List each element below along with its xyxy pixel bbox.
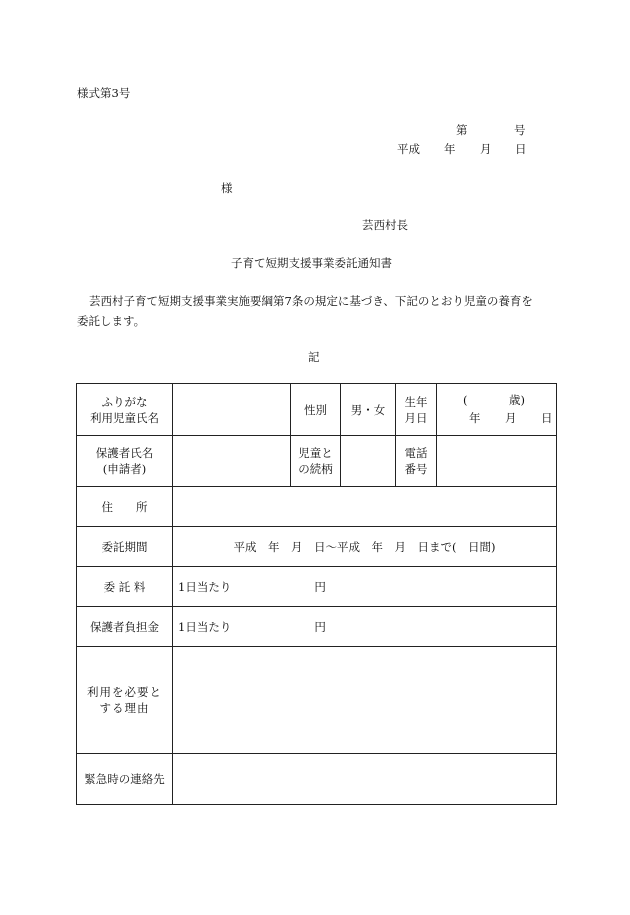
application-table [76, 383, 557, 805]
guardian-name-label-cell [77, 436, 173, 487]
date-era: 平成 [397, 142, 420, 156]
child-name-label-cell [77, 384, 173, 436]
phone-label-cell [396, 436, 437, 487]
fee-field[interactable] [173, 567, 557, 607]
age-open: ( [463, 392, 468, 407]
reason-label-line-2: する理由 [99, 701, 150, 715]
document-title: 子育て短期支援事業委託通知書 [231, 256, 392, 270]
furigana-label: ふりがな [101, 394, 148, 409]
address-label: 住 所 [77, 487, 173, 527]
guardian-fee-field[interactable] [173, 607, 557, 647]
reason-field[interactable] [173, 647, 557, 754]
reason-label-cell [77, 647, 173, 754]
form-number: 様式第3号 [77, 86, 131, 100]
child-name-field[interactable] [173, 384, 291, 436]
addressee-suffix: 様 [221, 181, 233, 195]
fee-label: 委 託 料 [77, 567, 173, 607]
fee-per-day: 1日当たり [178, 579, 232, 594]
guardian-fee-unit: 円 [314, 619, 326, 634]
guardian-fee-label: 保護者負担金 [77, 607, 173, 647]
ki-heading: 記 [308, 350, 320, 364]
emergency-contact-label: 緊急時の連絡先 [77, 754, 173, 805]
date-year: 年 [444, 142, 456, 156]
fee-unit: 円 [314, 579, 326, 594]
date-day: 日 [515, 142, 527, 156]
period-label: 委託期間 [77, 527, 173, 567]
birthdate-field[interactable] [437, 384, 557, 436]
emergency-contact-field[interactable] [173, 754, 557, 805]
guardian-name-label: 保護者氏名 [95, 446, 154, 460]
birthdate-label-cell [396, 384, 437, 436]
relation-label-cell [291, 436, 341, 487]
applicant-label: (申請者) [102, 462, 147, 476]
child-name-label: 利用児童氏名 [90, 410, 159, 425]
birth-month: 月 [505, 410, 517, 425]
date-month: 月 [480, 142, 492, 156]
birth-year: 年 [469, 410, 481, 425]
birthdate-label-line-2: 月日 [404, 410, 428, 425]
relation-field[interactable] [341, 436, 396, 487]
body-text-line-1: 芸西村子育て短期支援事業実施要綱第7条の規定に基づき、下記のとおり児童の養育を [89, 294, 533, 308]
phone-label-line-1: 電話 [404, 446, 428, 460]
birthdate-label-line-1: 生年 [404, 394, 428, 409]
doc-number-prefix: 第 [456, 123, 468, 137]
issuer: 芸西村長 [362, 218, 408, 232]
guardian-fee-per-day: 1日当たり [178, 619, 232, 634]
guardian-name-field[interactable] [173, 436, 291, 487]
relation-label-line-2: の続柄 [298, 462, 333, 476]
phone-field[interactable] [437, 436, 557, 487]
period-field[interactable]: 平成 年 月 日～平成 年 月 日まで( 日間) [173, 527, 557, 567]
age-close: 歳) [509, 392, 525, 407]
reason-label-line-1: 利用を必要と [87, 685, 162, 699]
relation-label-line-1: 児童と [298, 446, 333, 460]
phone-label-line-2: 番号 [404, 462, 428, 476]
body-text-line-2: 委託します。 [77, 314, 146, 328]
doc-number-suffix: 号 [514, 123, 526, 137]
gender-label: 性別 [291, 384, 341, 436]
address-field[interactable] [173, 487, 557, 527]
birth-day: 日 [541, 410, 553, 425]
gender-options[interactable]: 男・女 [341, 384, 396, 436]
